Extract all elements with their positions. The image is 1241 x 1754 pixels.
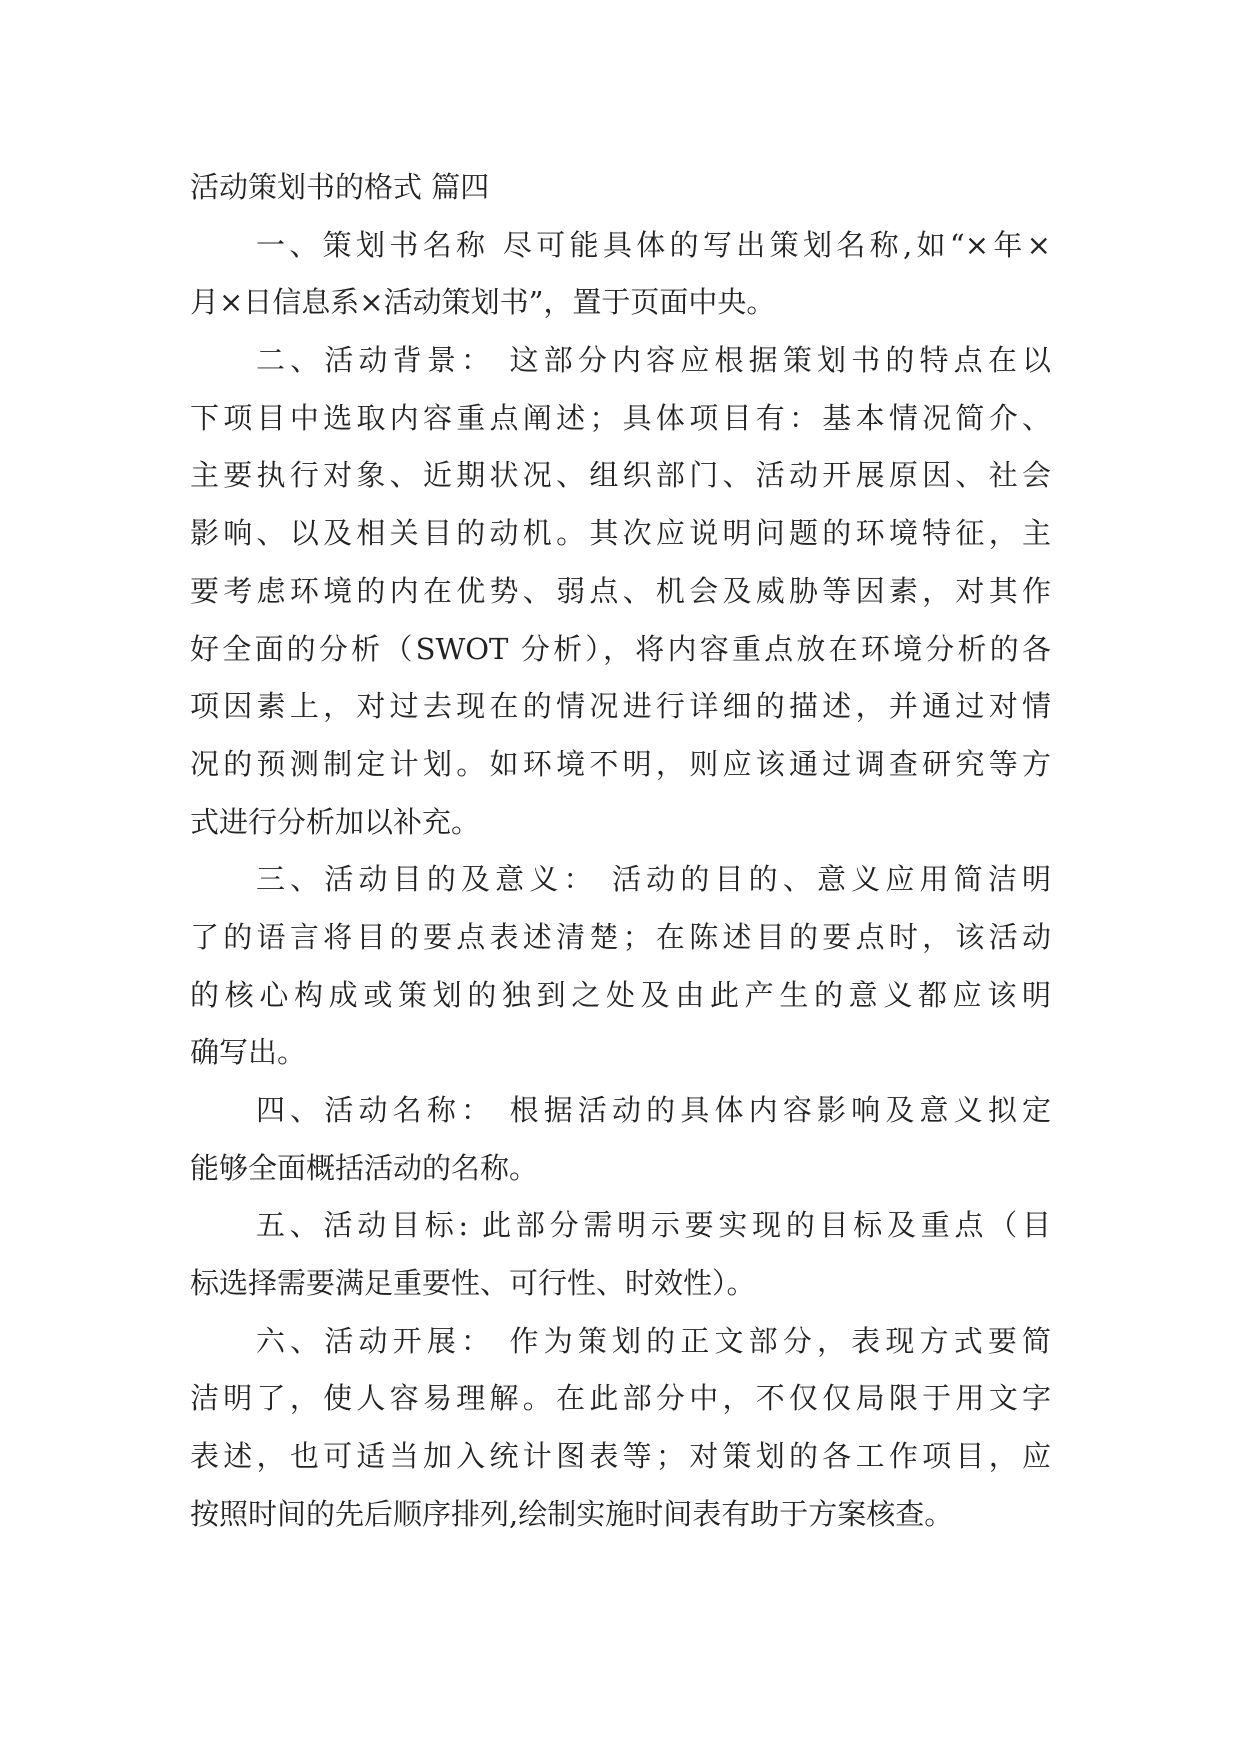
paragraph-line: 五、活动目标: 此部分需明示要实现的目标及重点（目 <box>256 1208 1051 1243</box>
paragraph-purpose <box>190 851 1051 1082</box>
document-body <box>190 159 1051 1544</box>
paragraph-line: 一、策划书名称 尽可能具体的写出策划名称,如“×年× <box>256 227 1051 262</box>
paragraph-line: 主要执行对象、近期状况、组织部门、活动开展原因、社会 <box>190 458 1051 493</box>
paragraph-line: 月×日信息系×活动策划书”，置于页面中央。 <box>190 285 776 320</box>
paragraph-background <box>190 332 1051 851</box>
paragraph-line: 项因素上，对过去现在的情况进行详细的描述，并通过对情 <box>190 689 1051 724</box>
paragraph-line: 了的语言将目的要点表述清楚；在陈述目的要点时，该活动 <box>190 919 1051 954</box>
paragraph-line: 况的预测制定计划。如环境不明，则应该通过调查研究等方 <box>190 746 1051 781</box>
paragraph-line: 式进行分析加以补充。 <box>190 804 481 839</box>
paragraph-goals <box>190 1197 1051 1312</box>
paragraph-line: 好全面的分析（SWOT 分析），将内容重点放在环境分析的各 <box>190 631 1051 666</box>
paragraph-line: 影响、以及相关目的动机。其次应说明问题的环境特征，主 <box>190 516 1051 551</box>
paragraph-line: 四、活动名称： 根据活动的具体内容影响及意义拟定 <box>256 1093 1051 1127</box>
paragraph-line: 六、活动开展： 作为策划的正文部分，表现方式要简 <box>256 1323 1051 1358</box>
paragraph-line: 标选择需要满足重要性、可行性、时效性）。 <box>190 1266 756 1301</box>
paragraph-line: 的核心构成或策划的独到之处及由此产生的意义都应该明 <box>190 977 1051 1012</box>
paragraph-line: 三、活动目的及意义： 活动的目的、意义应用简洁明 <box>256 862 1051 897</box>
paragraph-activity-name <box>190 1082 1051 1197</box>
paragraph-line: 要考虑环境的内在优势、弱点、机会及威胁等因素，对其作 <box>190 573 1051 608</box>
document-title: 活动策划书的格式 篇四 <box>190 170 490 204</box>
paragraph-line: 按照时间的先后顺序排列,绘制实施时间表有助于方案核查。 <box>190 1496 954 1531</box>
paragraph-line: 二、活动背景： 这部分内容应根据策划书的特点在以 <box>256 343 1051 378</box>
paragraph-plan-name <box>190 217 1051 332</box>
paragraph-line: 能够全面概括活动的名称。 <box>190 1150 539 1185</box>
paragraph-line: 确写出。 <box>190 1035 307 1070</box>
paragraph-execution <box>190 1313 1051 1544</box>
paragraph-line: 下项目中选取内容重点阐述；具体项目有：基本情况简介、 <box>190 400 1051 435</box>
paragraph-line: 表述，也可适当加入统计图表等；对策划的各工作项目，应 <box>190 1439 1051 1474</box>
paragraph-line: 洁明了，使人容易理解。在此部分中，不仅仅局限于用文字 <box>190 1381 1051 1416</box>
